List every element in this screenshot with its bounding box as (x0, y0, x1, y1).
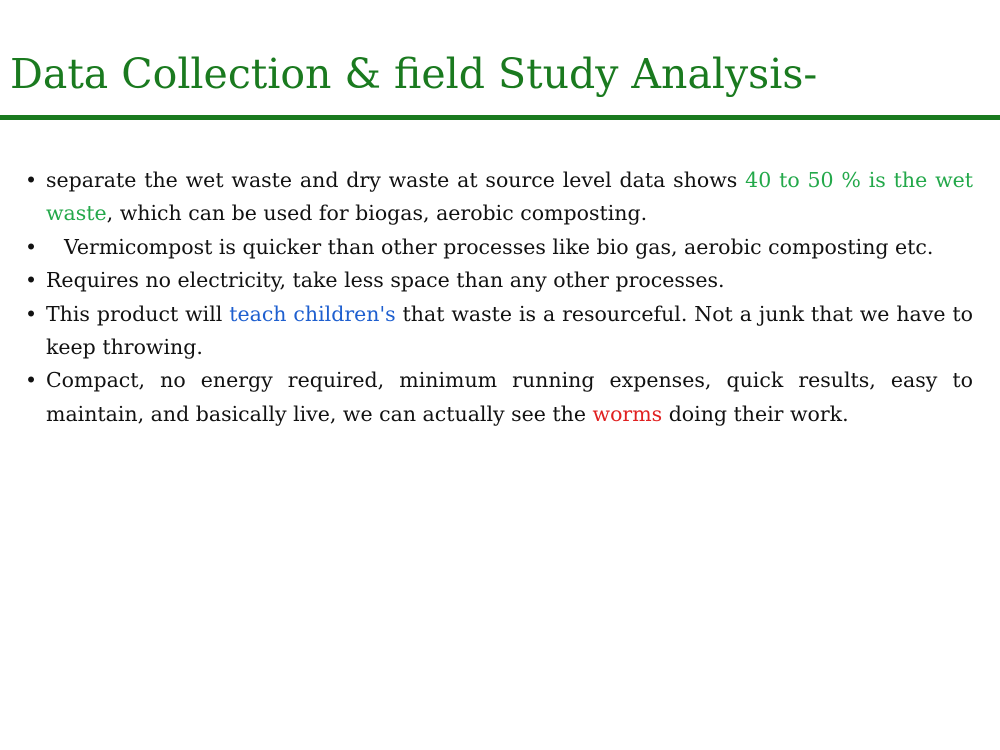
bullet-icon: • (25, 234, 38, 259)
bullet-list (22, 164, 973, 431)
highlight-worms: worms (592, 401, 663, 426)
bullet-item-wet-waste (22, 164, 973, 231)
bullet-text: Requires no electricity, take less space than any other processes. (46, 268, 725, 293)
bullet-icon: • (25, 301, 38, 326)
slide-title: Data Collection & field Study Analysis- (10, 50, 818, 98)
bullet-text: , which can be used for biogas, aerobic composting. (106, 201, 648, 226)
bullet-text: doing their work. (662, 401, 849, 426)
bullet-item-no-electricity (22, 264, 973, 297)
bullet-icon: • (25, 368, 38, 393)
bullet-text: separate the wet waste and dry waste at source level data shows (46, 168, 746, 192)
bullet-item-vermicompost (22, 231, 973, 264)
bullet-text: Compact, no energy required, minimum running expenses, quick results, easy to maintain, and basically live, we can actually see the (46, 368, 973, 426)
bullet-icon: • (25, 168, 38, 192)
bullet-item-compact (22, 364, 973, 431)
bullet-text: that waste is a resourceful. Not a junk that we have to keep throwing. (46, 301, 973, 360)
highlight-teach-children: teach children's (229, 301, 396, 326)
bullet-item-teach-children (22, 298, 973, 365)
title-divider (0, 115, 1000, 120)
bullet-text: This product will (46, 301, 230, 326)
bullet-icon: • (25, 268, 38, 293)
highlight-wet-waste-share: 40 to 50 % is the wet waste (46, 168, 973, 226)
bullet-text: Vermicompost is quicker than other processes like bio gas, aerobic composting etc. (64, 234, 934, 259)
